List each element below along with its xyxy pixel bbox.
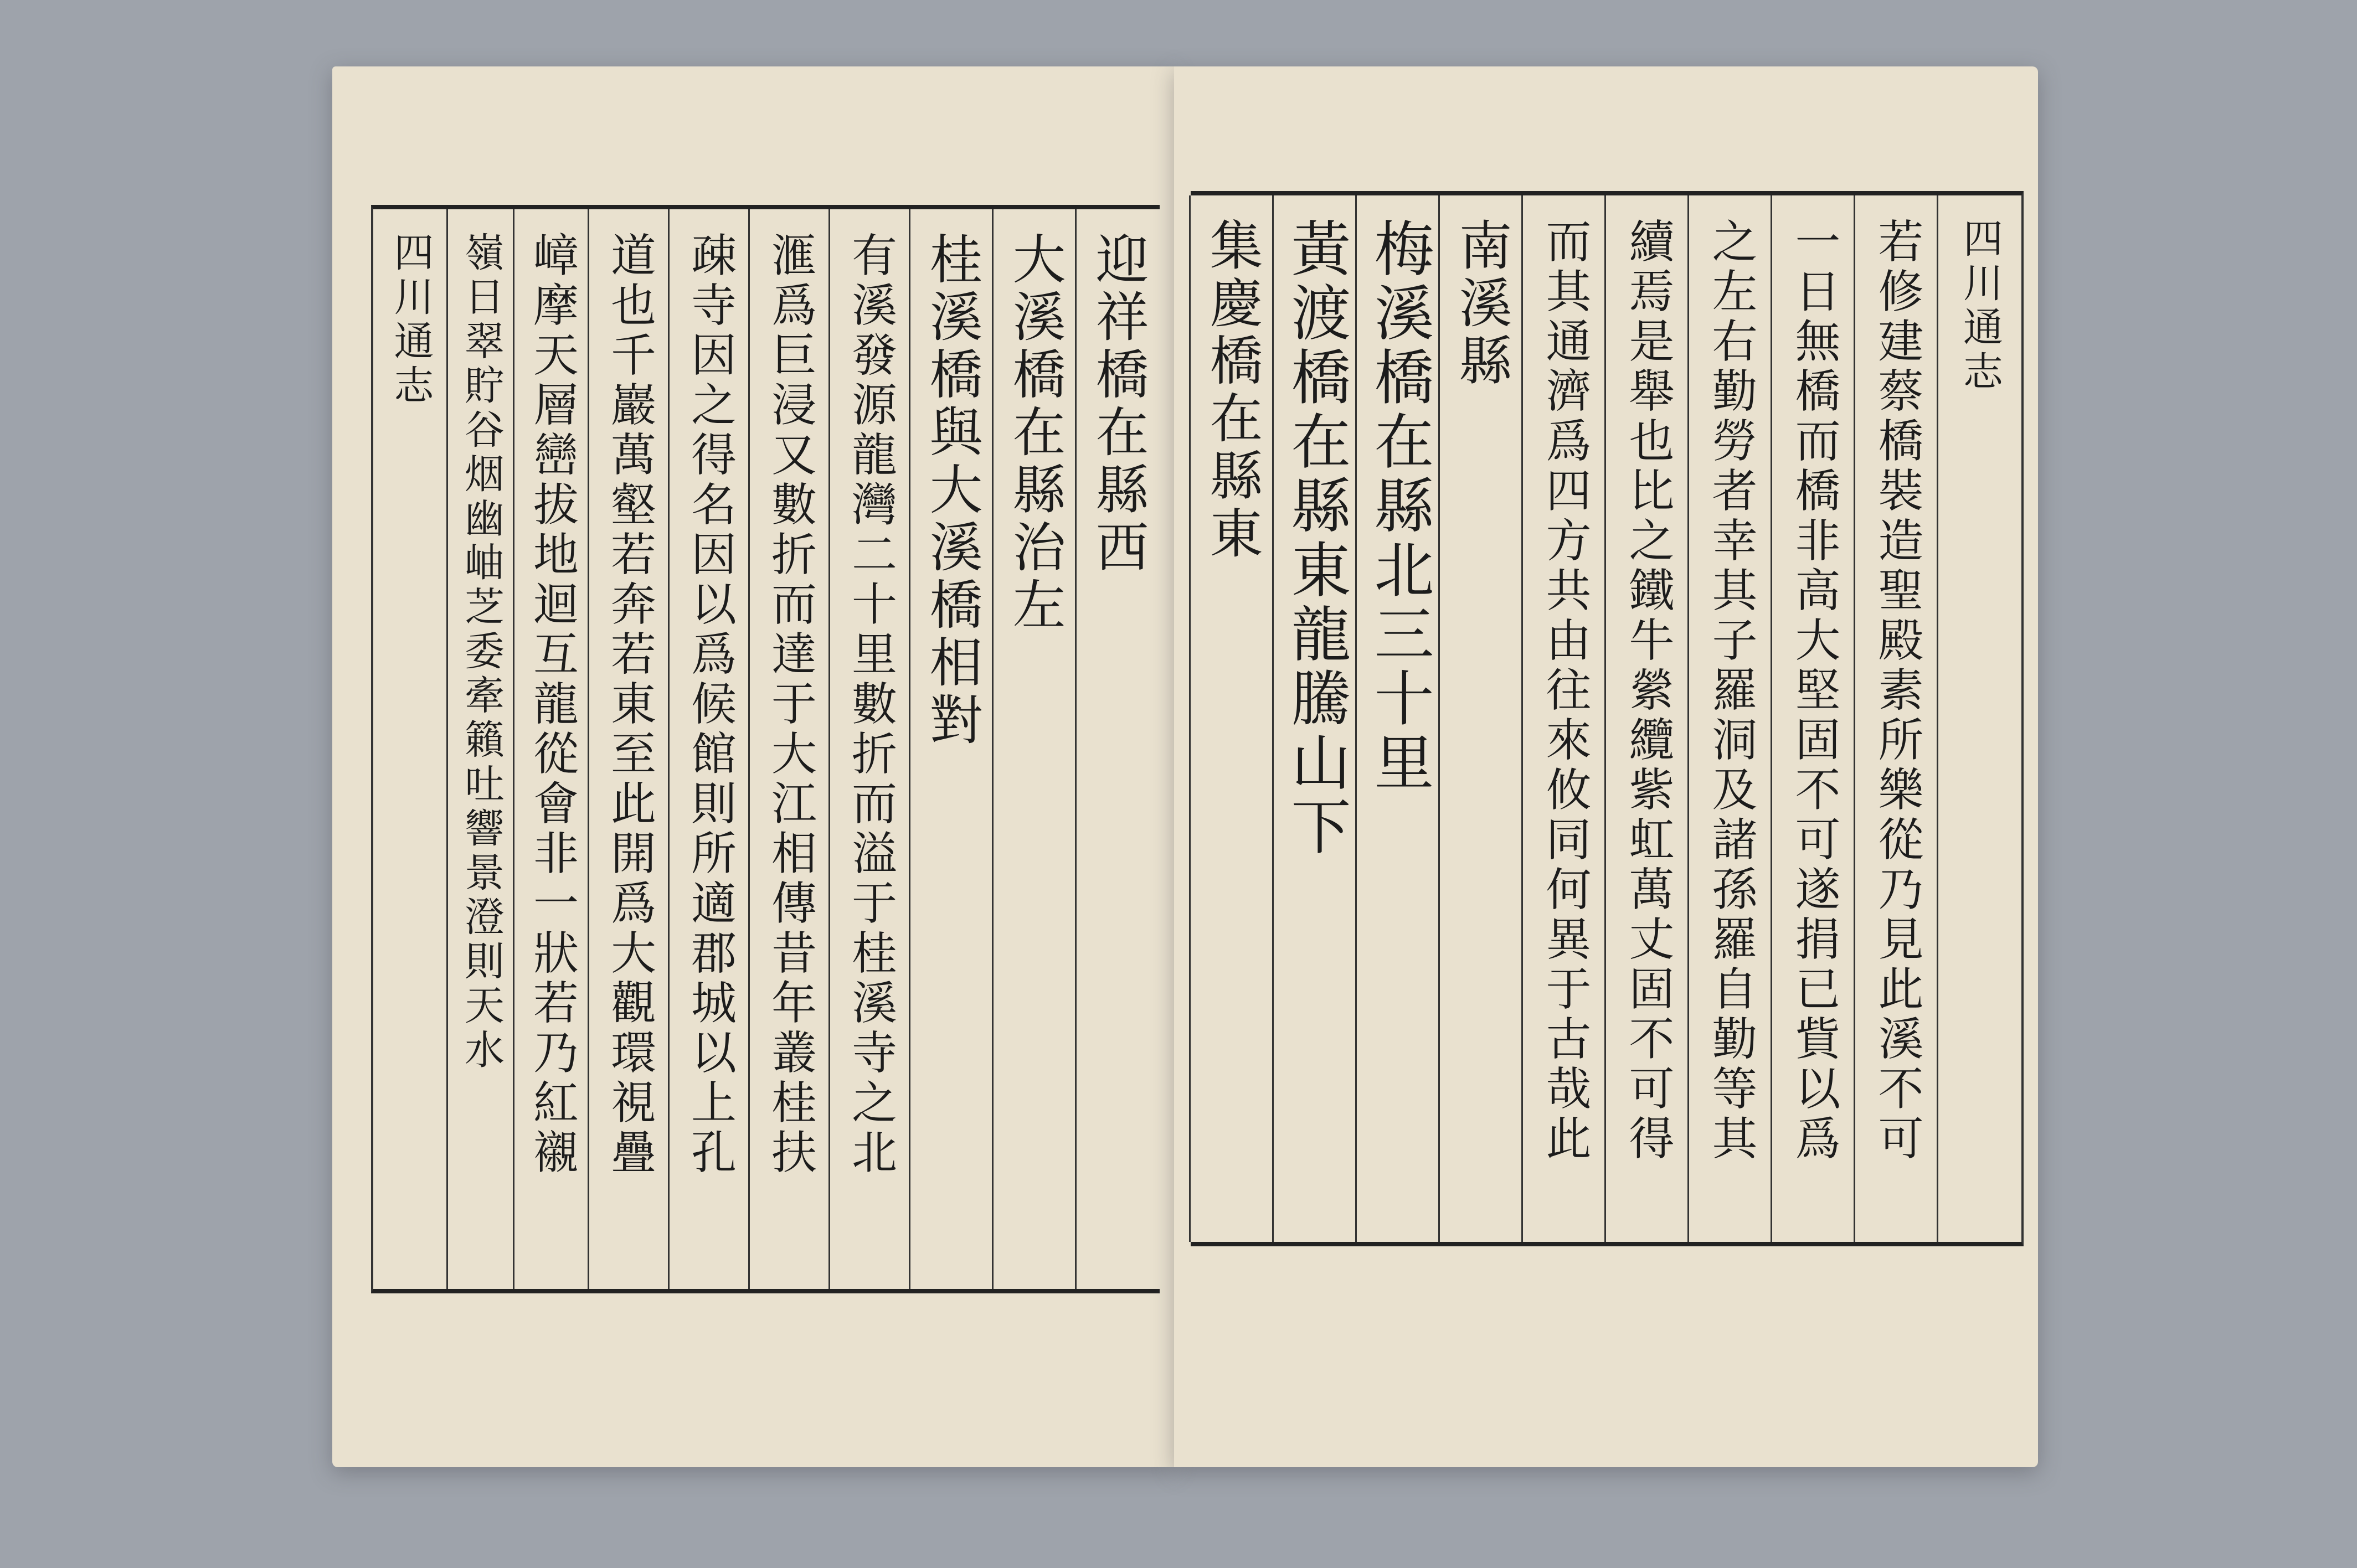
left-column-3 [909,209,994,1289]
column-text: 若修建蔡橋裝造聖殿素所樂從乃見此溪不可 [1871,218,1923,1164]
column-text: 滙爲巨浸又數折而達于大江相傳昔年叢桂扶 [764,231,817,1178]
right-column-2 [1771,195,1855,1242]
right-column-6 [1438,195,1523,1242]
column-text: 大溪橋在縣治左 [1004,231,1066,635]
right-text-frame [1191,191,2024,1246]
right-column-8 [1272,195,1357,1242]
left-column-7 [588,209,670,1289]
left-text-frame [371,205,1160,1293]
right-column-9 [1189,195,1274,1242]
column-text: 迎祥橋在縣西 [1087,231,1149,577]
left-page [332,66,1174,1467]
right-page [1174,66,2038,1467]
left-column-8 [513,209,589,1289]
column-text: 之左右勤勞者幸其子羅洞及諸孫羅自勤等其 [1705,218,1757,1164]
left-column-4 [828,209,910,1289]
right-margin-column [1937,195,2021,1242]
column-text: 而其通濟爲四方共由往來攸同何異于古哉此 [1538,218,1591,1164]
left-column-1 [1075,209,1160,1289]
right-column-7 [1355,195,1440,1242]
left-column-2 [992,209,1077,1289]
column-text: 疎寺因之得名因以爲候館則所適郡城以上孔 [683,231,737,1178]
column-text: 嶂摩天層巒拔地迴互龍從會非一狀若乃紅襯 [526,231,579,1178]
left-column-9 [446,209,514,1289]
column-text: 桂溪橋與大溪橋相對 [921,231,983,750]
left-column-6 [668,209,750,1289]
column-text: 集慶橋在縣東 [1201,218,1263,563]
column-text: 續焉是舉也比之鐵牛縈纜紫虹萬丈固不可得 [1622,218,1674,1164]
right-column-3 [1687,195,1772,1242]
margin-title: 四川通志 [1957,218,2003,395]
left-margin-column [372,209,448,1289]
column-text: 一日無橋而橋非高大堅固不可遂捐已貲以爲 [1788,218,1840,1164]
right-column-1 [1854,195,1938,1242]
right-column-4 [1604,195,1689,1242]
column-text: 南溪縣 [1450,218,1512,390]
column-text: 嶺日翠貯谷烟幽岫芝委牽籟吐響景澄則天水 [458,231,505,1073]
column-text: 有溪發源龍灣二十里數折而溢于桂溪寺之北 [844,231,897,1178]
column-text: 黃渡橋在縣東龍騰山下 [1281,218,1350,860]
column-text: 梅溪橋在縣北三十里 [1364,218,1433,796]
margin-title: 四川通志 [387,231,434,409]
column-text: 道也千巖萬壑若奔若東至此開爲大觀環視疊 [603,231,656,1178]
left-column-5 [748,209,830,1289]
right-column-5 [1521,195,1606,1242]
